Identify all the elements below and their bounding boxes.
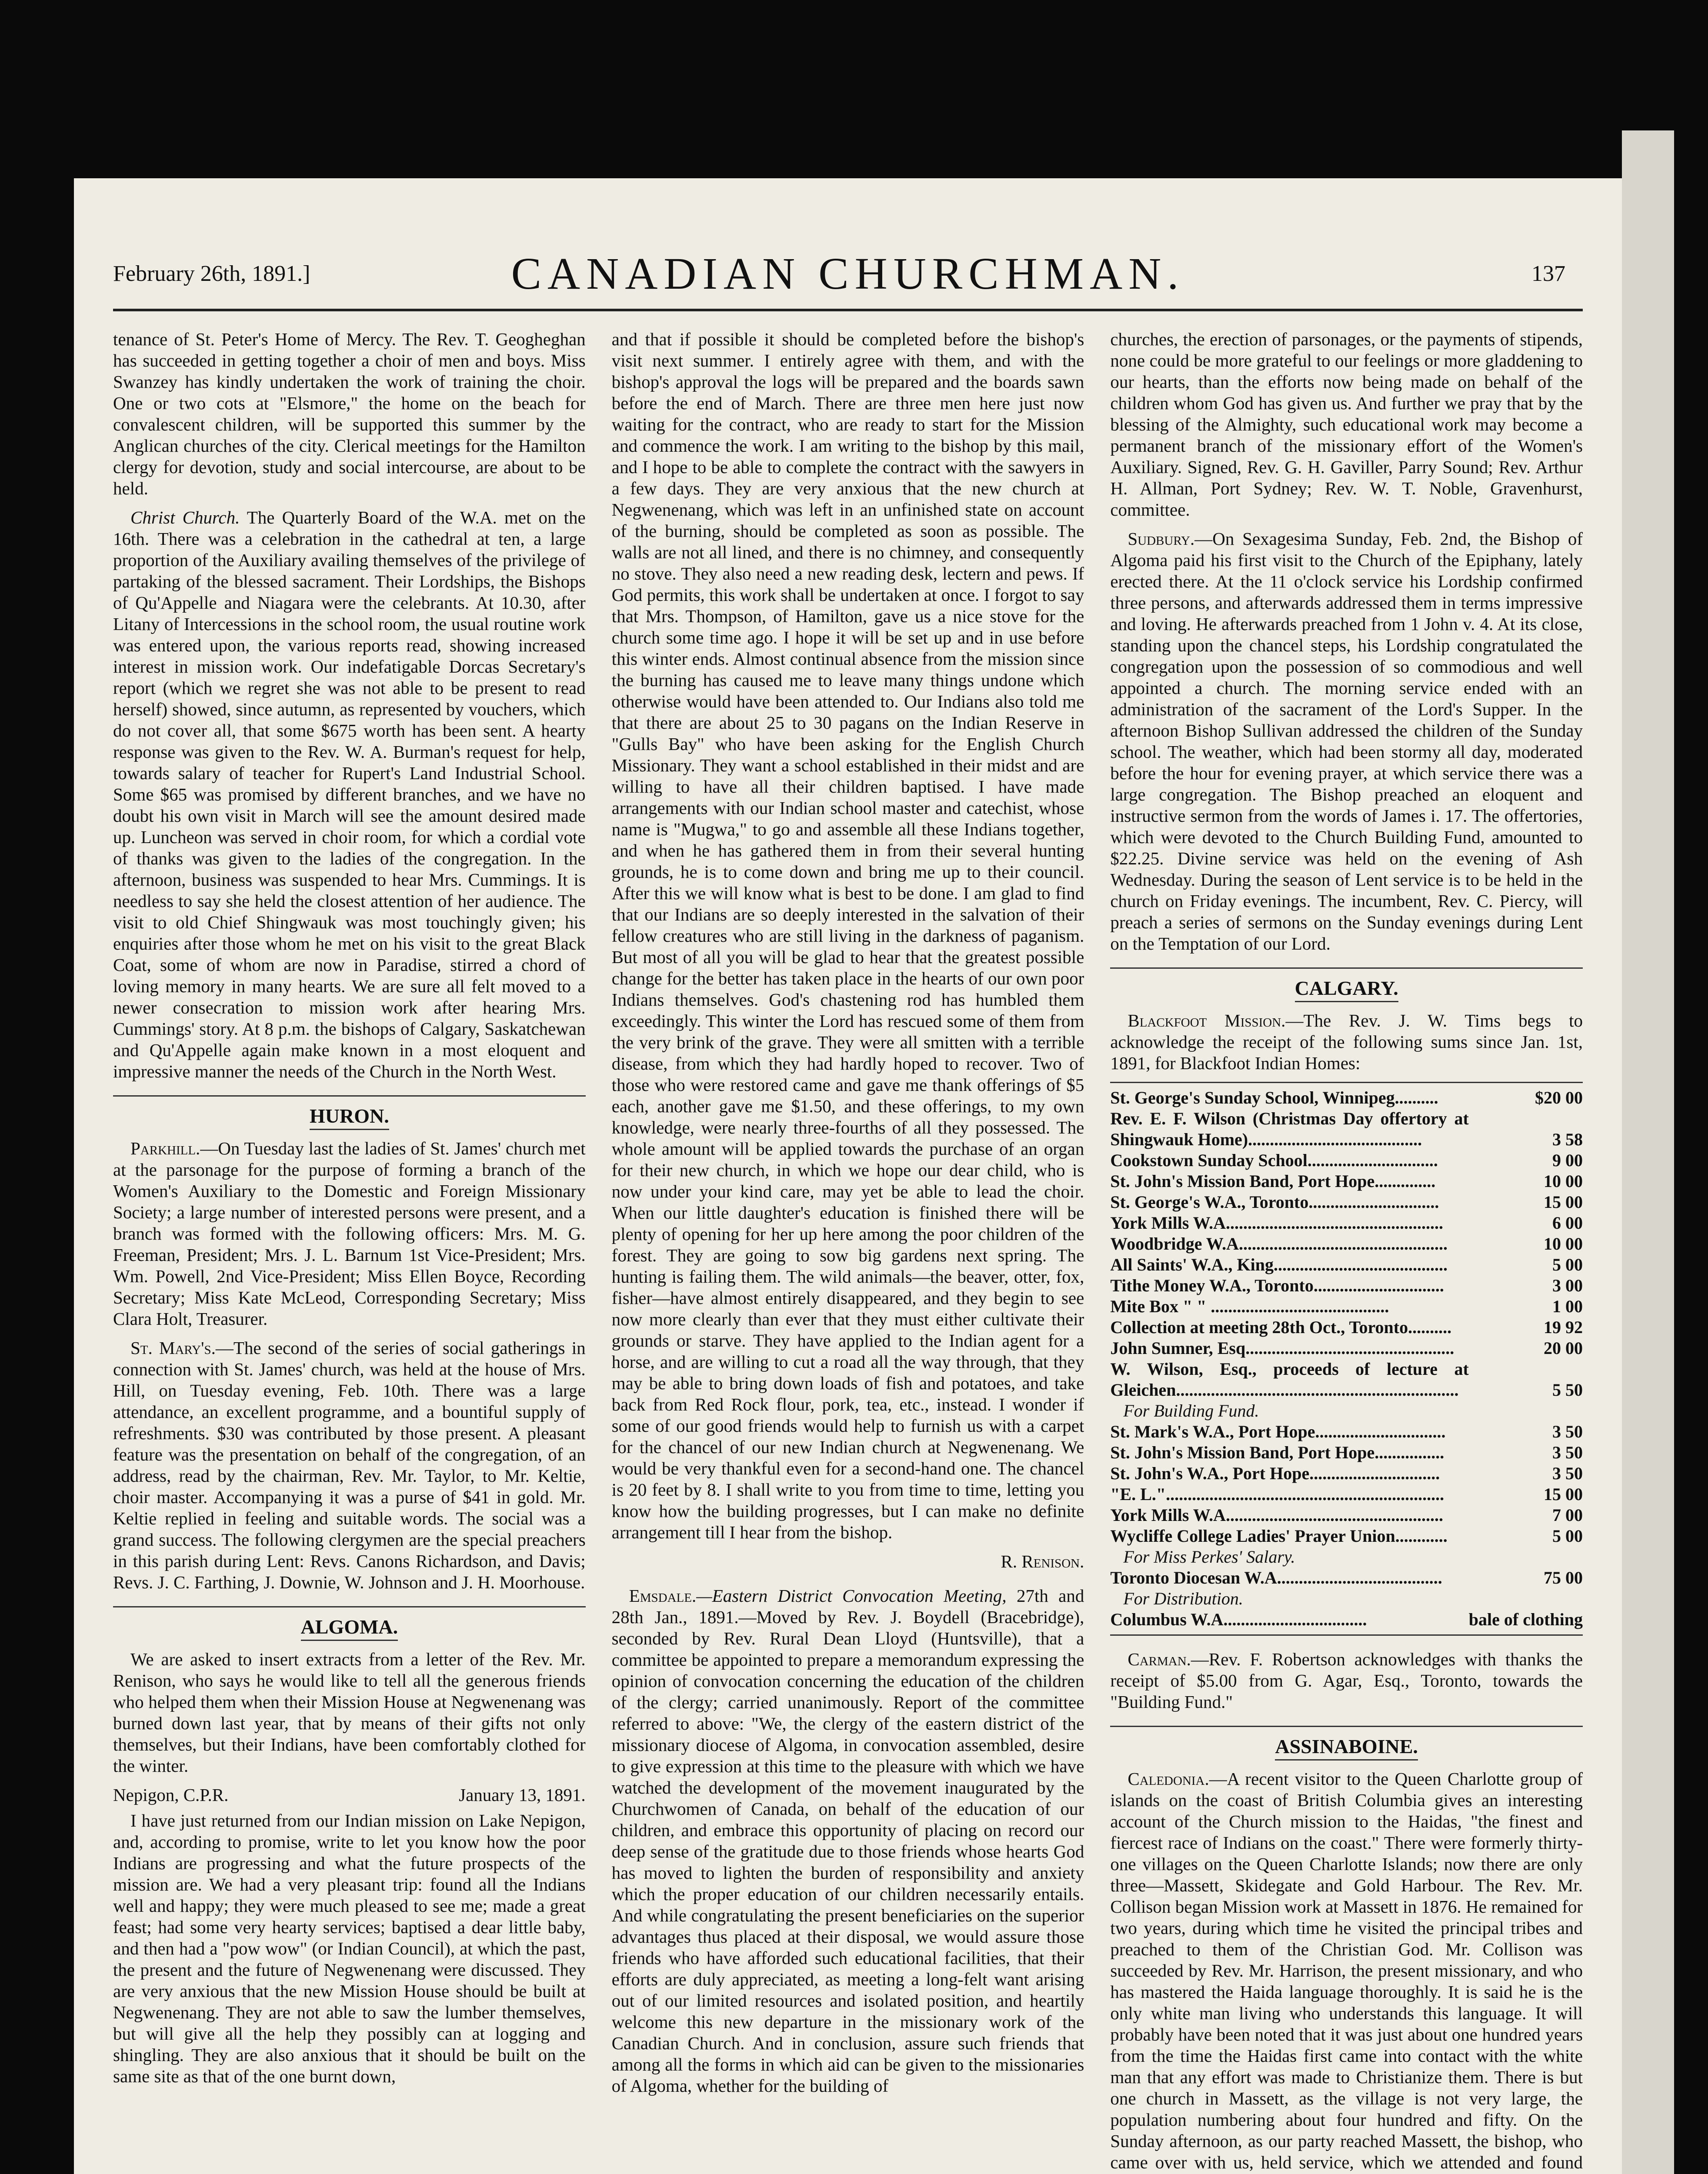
ledger-row [1110,1609,1583,1630]
receipts-ledger [1110,1082,1583,1636]
ledger-amount: 19 92 [1544,1317,1583,1337]
ledger-row [1110,1108,1583,1150]
ledger-row [1110,1505,1583,1526]
ledger-donor: W. Wilson, Esq., proceeds of lecture at Gleichen................................................................. [1110,1359,1469,1400]
paragraph-text: —A recent visitor to the Queen Charlotte group of islands on the coast of British Columbia gives an interesting account of the Church mission to the Haidas, "the finest and fiercest race of Indians on the coast." There were formerly thirty-one villages on the Queen Charlotte Islands; now there are only three—Massett, Skidegate and Gold Harbour. The Rev. Mr. Collison began Mission work at Massett in 1876. He remained for two years, during which time he visited the principal tribes and preached to them of the Christian God. Mr. Collison was succeeded by Rev. Mr. Harrison, the present missionary, and who has mastered the Haida language thoroughly. It is said he is the only white man living who understands this language. It will probably have been noted that it was just about one hundred years from the time the Haidas first came into contact with the white man that any effort was made to Christianize them. There is but one church in Massett, as the village is not very large, the population numbering about four hundred and fifty. On the Sunday afternoon, as our party reached Massett, the bishop, who came over with us, held service, which we attended and found [1110,1769,1583,2172]
ledger-donor: Woodbridge W.A................................................ [1110,1234,1448,1254]
ledger-amount: 7 00 [1552,1505,1583,1525]
paragraph: tenance of St. Peter's Home of Mercy. The Rev. T. Geogheghan has succeeded in getting together a choir of men and boys. Miss Swanzey has kindly undertaken the work of training the choir. One or two cots at "Elsmore," the home on the beach for convalescent children, will be supported this summer by the Anglican churches of the city. Clerical meetings for the Hamilton clergy for devotion, study and social intercourse, are about to be held. [113,329,586,498]
paragraph: and that if possible it should be completed before the bishop's visit next summer. I entirely agree with them, and with the bishop's approval the logs will be prepared and the boards sawn before the end of March. There are three men here just now waiting for the contract, who are ready to start for the Mission and commence the work. I am writing to the bishop by this mail, and I hope to be able to complete the contract with the sawyers in a few days. They are very anxious that the new church at Negwenenang, which was left in an unfinished state on account of the burning, should be completed as soon as possible. The walls are not all lined, and there is no chimney, and consequently no stove. They also need a new reading desk, lectern and pews. If God permits, this work shall be undertaken at once. I forgot to say that Mrs. Thompson, of Hamilton, gave us a nice stove for the church some time ago. I hope it will be set up and in use before this winter ends. Almost continual absence from the mission since the burning has caused me to leave many things undone which otherwise would have been attended to. Our Indians also told me that there are about 25 to 30 pagans on the Indian Reserve in "Gulls Bay" who have been asking for the English Church Missionary. They want a school established in their midst and are willing to have all their children baptised. I have made arrangements with our Indian school master and catechist, whose name is "Mugwa," to go and assemble all these Indians together, and when he has gathered them in from their several hunting grounds, he is to come down and bring me up to their council. After this we will know what is best to be done. I am glad to find that our Indians are so deeply interested in the salvation of their fellow creatures who are still living in the darkness of paganism. But most of all you will be glad to hear that the greatest possible change for the better has taken place in the hearts of our own poor Indians themselves. God's chastening rod has humbled them exceedingly. This winter the Lord has rescued some of them from the very brink of the grave. They were all smitten with a terrible disease, from which they had hardly hoped to recover. Two of those who were restored came and gave me thank offerings of $5 each, another gave me $1.50, and these offerings, to my own knowledge, were nearly three-fourths of all they possessed. The whole amount will be applied towards the purchase of an organ for their new church, in which we hope our dear child, who is now under your kind care, may yet be able to lead the choir. When our little daughter's education is finished there will be plenty of opening for her up here among the poor children of the forest. They are going to sow big gardens next spring. The hunting is failing them. The wild animals—the beaver, otter, fox, fisher—have almost entirely disappeared, and they begin to see now more clearly than ever that they must either cultivate their grounds or starve. They have applied to the Indian agent for a horse, and are willing to cut a road all the way through, that they may be able to bring down loads of fish and potatoes, and take back from Red Rock flour, pork, tea, etc., instead. I wonder if some of our good friends would help to furnish us with a carpet for the chancel of our new Indian church at Negwenenang. We would be very thankful even for a second-hand one. The chancel is 20 feet by 8. I shall write to you from time to time, letting you know how the building progresses, but I can make no definite arrangement till I hear from the bishop. [611,329,1084,1542]
ledger-subheading-text: For Miss Perkes' Salary. [1123,1547,1295,1567]
paragraph-lead: Carman. [1128,1649,1191,1669]
column-2 [612,329,1084,2174]
paragraph-text: The Quarterly Board of the W.A. met on the 16th. There was a celebration in the cathedral at ten, a large proportion of the Auxiliary availing themselves of the privilege of partaking of the blessed sacrament. Their Lordships, the Bishops of Qu'Appelle and Niagara were the celebrants. At 10.30, after Litany of Intercessions in the school room, the usual routine work was entered upon, the various reports read, showing increased interest in mission work. Our indefatigable Dorcas Secretary's report (which we regret she was not able to be present to read herself) showed, since autumn, as represented by vouchers, which do not cover all, that some $675 worth has been sent. A hearty response was given to the Rev. W. A. Burman's request for help, towards salary of teacher for Rupert's Land Industrial School. Some $65 was promised by different branches, and we have no doubt his own visit in March will see the amount desired made up. Luncheon was served in choir room, for which a cordial vote of thanks was given to the ladies of the congregation. In the afternoon, business was suspended to hear Mrs. Cummings. It is needless to say she held the closest attention of her audience. The visit to old Chief Shingwauk was most touchingly given; his enquiries after those whom he met on his visit to the great Black Coat, some of whom are now in Paradise, stirred a chord of loving memory in many hearts. We are sure all felt moved to a newer consecration to mission work after hearing Mrs. Cummings' story. At 8 p.m. the bishops of Calgary, Saskatchewan and Qu'Appelle again make known in a most eloquent and impressive manner the needs of the Church in the North West. [113,507,586,1081]
dateline-date: January 13, 1891. [459,1785,586,1805]
ledger-row [1110,1421,1583,1442]
ledger-amount: 3 50 [1552,1443,1583,1462]
page-header [113,243,1583,311]
ledger-row [1110,1087,1583,1108]
section-heading-assinaboine: ASSINABOINE. [1110,1726,1583,1757]
paragraph-text: —Rev. F. Robertson acknowledges with thanks the receipt of $5.00 from G. Agar, Esq., Toronto, towards the "Building Fund." [1110,1649,1583,1712]
paragraph [1110,528,1583,954]
ledger-donor: Mite Box " " ......................................... [1110,1297,1389,1316]
ledger-row [1110,1463,1583,1484]
paragraph [612,1585,1084,2097]
ledger-row [1110,1317,1583,1338]
ledger-donor: Columbus W.A................................. [1110,1610,1367,1629]
paragraph: We are asked to insert extracts from a letter of the Rev. Mr. Renison, who says he would like to tell all the generous friends who helped them when their Mission House at Negwenenang was burned down last year, that by means of their gifts not only themselves, but their Indians, have been comfortably clothed for the winter. [113,1649,586,1776]
paragraph-lead: Caledonia. [1128,1769,1209,1789]
ledger-row [1110,1338,1583,1359]
ledger-donor: Toronto Diocesan W.A...................................... [1110,1568,1442,1587]
ledger-amount: 15 00 [1544,1484,1583,1504]
ledger-amount: 15 00 [1544,1192,1583,1212]
ledger-amount: 5 00 [1552,1526,1583,1546]
ledger-subheading-text: For Distribution. [1123,1589,1243,1608]
ledger-amount: 10 00 [1544,1171,1583,1191]
ledger-donor: John Sumner, Esq................................................ [1110,1338,1454,1358]
paragraph-text: —On Tuesday last the ladies of St. James' church met at the parsonage for the purpose of forming a branch of the Women's Auxiliary to the Domestic and Foreign Missionary Society; a large number of interested persons were present, and a branch was formed with the following officers: Mrs. M. G. Freeman, President; Mrs. J. L. Barnum 1st Vice-President; Mrs. Wm. Powell, 2nd Vice-President; Miss Ellen Boyce, Recording Secretary; Miss Kate McLeod, Corresponding Secretary; Miss Clara Holt, Treasurer. [113,1138,586,1329]
ledger-donor: St. John's Mission Band, Port Hope.............. [1110,1171,1436,1191]
ledger-subheading-text: For Building Fund. [1123,1401,1259,1420]
ledger-donor: York Mills W.A.................................................. [1110,1213,1443,1233]
paragraph [113,507,586,1082]
section-heading-algoma: ALGOMA. [113,1606,586,1637]
ledger-donor: St. George's W.A., Toronto.............................. [1110,1192,1439,1212]
section-heading-calgary: CALGARY. [1110,967,1583,999]
ledger-amount: 9 00 [1552,1150,1583,1170]
ledger-donor: St. John's Mission Band, Port Hope................ [1110,1443,1444,1462]
paragraph-subtitle: —Eastern District Convocation Meeting, [696,1586,1007,1606]
ledger-row [1110,1484,1583,1505]
ledger-row [1110,1442,1583,1463]
paragraph-lead: St. Mary's. [130,1338,216,1358]
ledger-row [1110,1171,1583,1192]
ledger-amount: 20 00 [1544,1338,1583,1358]
ledger-amount: 75 00 [1544,1568,1583,1587]
ledger-amount: $20 00 [1535,1088,1583,1107]
ledger-row [1110,1359,1583,1400]
ledger-row [1110,1150,1583,1171]
letter-dateline [113,1784,586,1806]
paragraph-lead: Christ Church. [130,507,240,527]
ledger-amount: 3 50 [1552,1422,1583,1441]
paragraph-lead: Parkhill. [130,1138,200,1158]
ledger-donor: Collection at meeting 28th Oct., Toronto.......... [1110,1317,1452,1337]
ledger-row [1110,1192,1583,1213]
masthead-title: CANADIAN CHURCHMAN. [511,249,1185,299]
paragraph-lead: Emsdale. [629,1586,697,1606]
paragraph-text: —On Sexagesima Sunday, Feb. 2nd, the Bishop of Algoma paid his first visit to the Church of the Epiphany, lately erected there. At the 11 o'clock service his Lordship confirmed three persons, and afterwards addressed them in terms impressive and loving. He afterwards preached from 1 John v. 4. At its close, standing upon the chancel steps, his Lordship congratulated the congregation upon the possession of so commodious and well appointed a church. The morning service ended with an administration of the sacrament of the Lord's Supper. In the afternoon Bishop Sullivan addressed the children of the Sunday school. The weather, which had been stormy all day, moderated before the hour for evening prayer, at which service there was a large congregation. The Bishop preached an eloquent and instructive sermon from the words of James i. 17. The offertories, which were devoted to the Church Building Fund, amounted to $22.25. Divine service was held on the evening of Ash Wednesday. During the season of Lent service is to be held in the church on Friday evenings. The incumbent, Rev. C. Piercy, will preach a series of sermons on the Sunday evenings during Lent on the Temptation of our Lord. [1110,529,1583,954]
page-edge [1622,130,1674,2174]
ledger-donor: York Mills W.A.................................................. [1110,1505,1443,1525]
column-3 [1110,329,1583,2174]
ledger-subheading [1110,1400,1583,1421]
paragraph [1110,1768,1583,2174]
newspaper-page [74,178,1622,2174]
ledger-row [1110,1213,1583,1234]
columns [113,329,1583,2174]
ledger-subheading [1110,1588,1583,1609]
paragraph [1110,1010,1583,1074]
ledger-row [1110,1234,1583,1254]
ledger-amount: 3 58 [1552,1130,1583,1149]
paragraph [113,1138,586,1330]
ledger-amount: 3 50 [1552,1464,1583,1483]
ledger-donor: St. George's Sunday School, Winnipeg.......... [1110,1088,1438,1107]
section-heading-huron: HURON. [113,1095,586,1127]
ledger-donor: St. Mark's W.A., Port Hope.............................. [1110,1422,1446,1441]
paragraph: churches, the erection of parsonages, or the payments of stipends, none could be more grateful to our feelings or more gladdening to our hearts, than the efforts now being made on behalf of the children whom God has given us. And further we pray that by the blessing of the Almighty, such educational work may become a permanent branch of the missionary effort of the Women's Auxiliary. Signed, Rev. G. H. Gaviller, Parry Sound; Rev. Arthur H. Allman, Port Sydney; Rev. W. T. Noble, Gravenhurst, committee. [1110,329,1583,520]
column-1 [113,329,586,2174]
ledger-donor: Wycliffe College Ladies' Prayer Union............ [1110,1526,1448,1546]
issue-date: February 26th, 1891.] [113,261,310,286]
paragraph-text: —The Rev. J. W. Tims begs to acknowledge the receipt of the following sums since Jan. 1st, 1891, for Blackfoot Indian Homes: [1110,1010,1583,1073]
ledger-amount: 5 50 [1552,1380,1583,1400]
ledger-donor: Rev. E. F. Wilson (Christmas Day offertory at Shingwauk Home)........................................ [1110,1109,1469,1149]
paragraph [1110,1649,1583,1713]
ledger-donor: "E. L."................................................................ [1110,1484,1444,1504]
ledger-subheading [1110,1547,1583,1567]
ledger-amount: 3 00 [1552,1276,1583,1295]
paragraph: I have just returned from our Indian mission on Lake Nepigon, and, according to promise, write to let you know how the poor Indians are progressing and what the future prospects of the mission are. We had a very pleasant trip: found all the Indians well and happy; they were much pleased to see me; made a great feast; had some very hearty services; baptised a dear little baby, and then had a "pow wow" (or Indian Council), at which the past, the present and the future of Negwenenang were discussed. They are very anxious that the new Mission House should be built at Negwenenang. They are not able to saw the lumber themselves, but will give all the help they possibly can at logging and shingling. They are also anxious that it should be built on the same site as that of the one burnt down, [113,1811,586,2086]
ledger-donor: All Saints' W.A., King........................................ [1110,1255,1448,1274]
ledger-row [1110,1296,1583,1317]
ledger-amount: 5 00 [1552,1255,1583,1274]
letter-signature: R. Renison. [1001,1551,1084,1571]
ledger-donor: Tithe Money W.A., Toronto.............................. [1110,1276,1444,1295]
ledger-row [1110,1567,1583,1588]
ledger-table [1110,1087,1583,1630]
ledger-row [1110,1526,1583,1547]
ledger-amount: 6 00 [1552,1213,1583,1233]
page-number: 137 [1531,261,1565,286]
paragraph-text: 27th and 28th Jan., 1891.—Moved by Rev. J. Boydell (Bracebridge), seconded by Rev. Rural Dean Lloyd (Huntsville), that a committee be appointed to prepare a memorandum expressing the opinion of convocation concerning the education of the children of the clergy; carried unanimously. Report of the committee referred to above: "We, the clergy of the eastern district of the missionary diocese of Algoma, in convocation assembled, desire to give expression at this time to the pleasure with which we have watched the development of the movement inaugurated by the Churchwomen of Canada, on behalf of the education of our children, and embrace this opportunity of placing on record our deep sense of the gratitude due to those friends whose hearts God has moved to lighten the burden of responsibility and anxiety which the proper education of our children necessarily entails. And while congratulating the present beneficiaries on the superior advantages thus placed at their disposal, we would assure those friends who have afforded such educational facilities, that their efforts are duly appreciated, as meeting a long-felt want arising out of our limited resources and isolated position, and heartily welcome this new departure in the missionary work of the Canadian Church. And in conclusion, assure such friends that among all the forms in which aid can be given to the missionaries of Algoma, whether for the building of [611,1586,1084,2096]
paragraph-lead: Blackfoot Mission. [1128,1010,1286,1030]
ledger-row [1110,1275,1583,1296]
paragraph [113,1337,586,1593]
paragraph-lead: Sudbury. [1128,529,1195,549]
ledger-donor: St. John's W.A., Port Hope.............................. [1110,1464,1440,1483]
dateline-place: Nepigon, C.P.R. [113,1785,229,1805]
ledger-amount: bale of clothing [1468,1610,1583,1629]
ledger-donor: Cookstown Sunday School.............................. [1110,1150,1438,1170]
ledger-amount: 1 00 [1552,1297,1583,1316]
ledger-row [1110,1254,1583,1275]
paragraph-text: —The second of the series of social gatherings in connection with St. James' church, was held at the house of Mrs. Hill, on Tuesday evening, Feb. 10th. There was a large attendance, an excellent programme, and a bountiful supply of refreshments. $30 was contributed by those present. A pleasant feature was the presentation on behalf of the congregation, of an address, read by the chairman, Rev. Mr. Taylor, to Mr. Keltie, choir master. Accompanying it was a purse of $41 in gold. Mr. Keltie replied in feeling and suitable words. The social was a grand success. The following clergymen are the special preachers in this parish during Lent: Revs. Canons Richardson, and Davis; Revs. J. C. Farthing, J. Downie, W. Johnson and J. H. Moorhouse. [113,1338,586,1592]
ledger-amount: 10 00 [1544,1234,1583,1254]
